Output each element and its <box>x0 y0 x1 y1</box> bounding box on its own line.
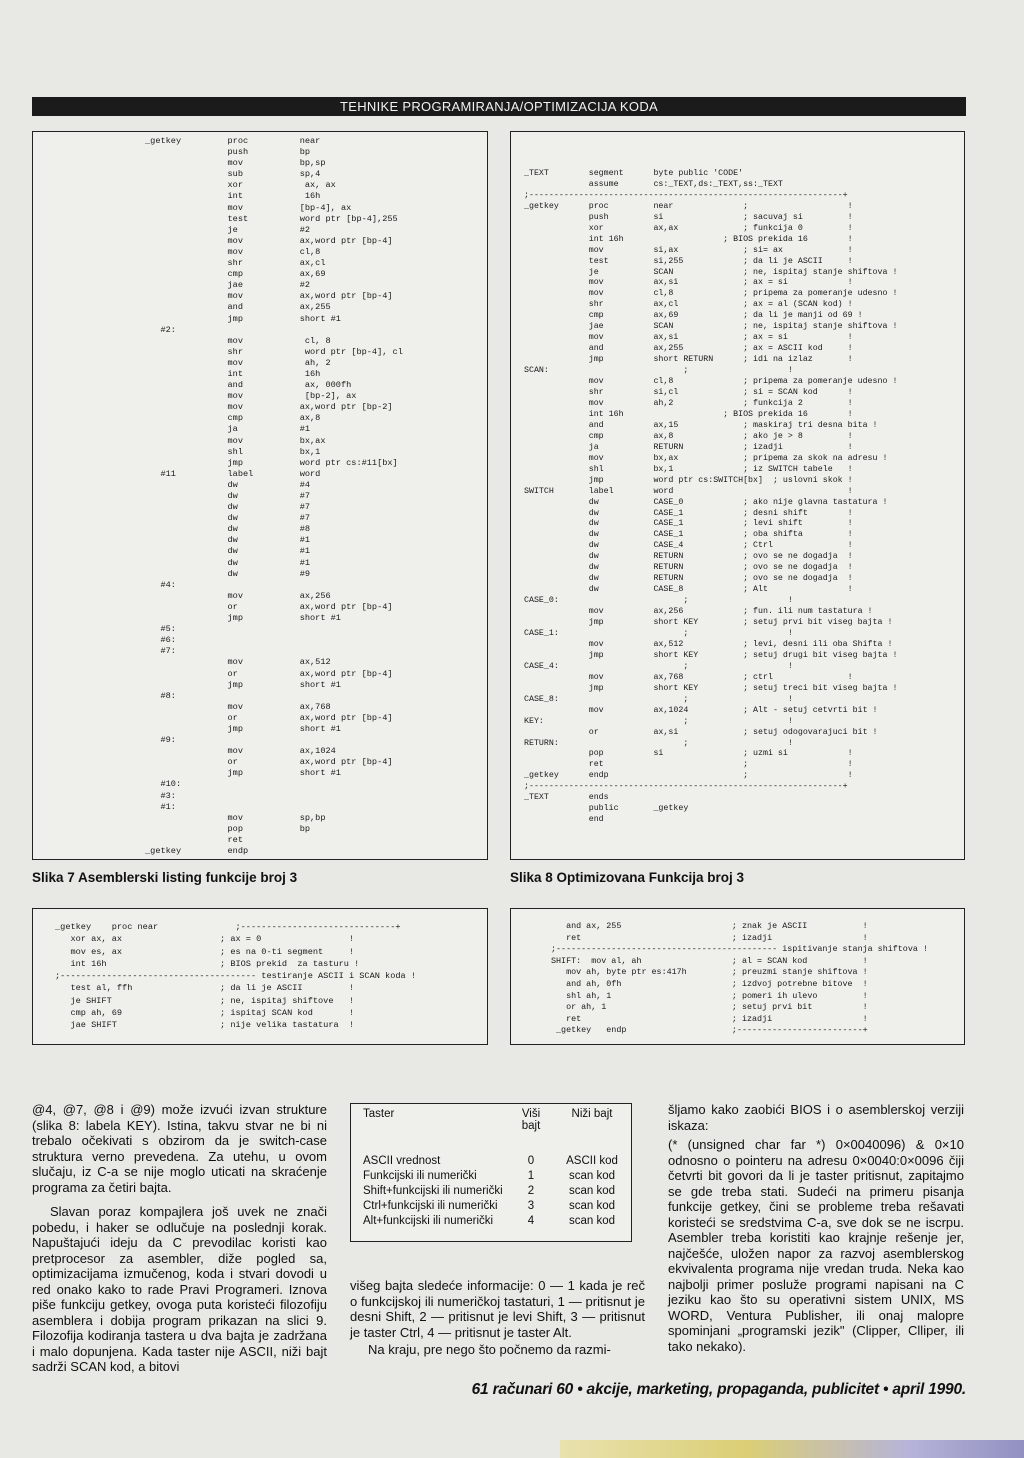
table-cell: scan kod <box>568 1170 616 1182</box>
article-paragraph: višeg bajta sledeće informacije: 0 — 1 kada je reč o funkcijskoj ili numeričkoj tastaturi, 1 — pritisnut je desni Shift, 2 — pritisnut je levi Shift, 3 — pritisnut je taster Ctrl, 4 — pritisnut je taster Alt. <box>350 1278 645 1340</box>
table-cell: ASCII kod <box>566 1155 618 1167</box>
table-cell: scan kod <box>568 1185 616 1197</box>
table-row <box>351 1150 632 1169</box>
table-row <box>351 1214 632 1242</box>
figure-8-code: _TEXT segment byte public 'CODE' assume cs:_TEXT,ds:_TEXT,ss:_TEXT ;---------------------------------------------------------------+ _getkey proc near ; ! push si ; sacuvaj si ! xor ax,ax ; funkcija 0 ! int 16h ; BIOS prekida 16 ! mov si,ax ; si= ax ! test si,255 ; da li je ASCII ! je SCAN ; ne, ispitaj stanje shiftova ! mov ax,si ; ax = si ! mov cl,8 ; pripema za pomeranje udesno ! shr ax,cl ; ax = al (SCAN kod) ! cmp ax,69 ; da li je manji od 69 ! jae SCAN ; ne, ispitaj stanje shiftova ! mov ax,si ; ax = si ! and ax,255 ; ax = ASCII kod ! jmp short RETURN ; idi na izlaz ! SCAN: ; ! mov cl,8 ; pripema za pomeranje udesno ! shr si,cl ; si = SCAN kod ! mov ah,2 ; funkcija 2 ! int 16h ; BIOS prekida 16 ! and ax,15 ; maskiraj tri desna bita ! cmp ax,8 ; ako je > 8 ! ja RETURN ; izadji ! mov bx,ax ; pripema za skok na adresu ! shl bx,1 ; iz SWITCH tabele ! jmp word ptr cs:SWITCH[bx] ; uslovni skok ! SWITCH label word ! dw CASE_0 ; ako nije glavna tastatura ! dw CASE_1 ; desni shift ! dw CASE_1 ; levi shift ! dw CASE_1 ; oba shifta ! dw CASE_4 ; Ctrl ! dw RETURN ; ovo se ne dogadja ! dw RETURN ; ovo se ne dogadja ! dw RETURN ; ovo se ne dogadja ! dw CASE_8 ; Alt ! CASE_0: ; ! mov ax,256 ; fun. ili num tastatura ! jmp short KEY ; setuj prvi bit viseg bajta ! CASE_1: ; ! mov ax,512 ; levi, desni ili oba Shifta ! jmp short KEY ; setuj drugi bit viseg bajta ! CASE_4: ; ! mov ax,768 ; ctrl ! jmp short KEY ; setuj treci bit viseg bajta ! CASE_8: ; ! mov ax,1024 ; Alt - setuj cetvrti bit ! KEY: ; ! or ax,si ; setuj odogovarajuci bit ! RETURN: ; ! pop si ; uzmi si ! ret ; ! _getkey endp ; ! ;---------------------------------------------------------------+ _TEXT ends public _getkey end <box>524 168 898 825</box>
article-paragraph: @4, @7, @8 i @9) može izvući izvan strukture (slika 8: labela KEY). Istina, takvu stvar ne bi ni trebalo očekivati s obzirom da je switch-case struktura verno prevedena. Za utehu, u ovom slučaju, iz C-a se nije moglo uticati na skraćenje programa za četiri bajta. <box>32 1102 327 1195</box>
figure-9-left-box <box>32 908 488 1045</box>
table-cell: Shift+funkcijski ili numerički <box>363 1185 503 1197</box>
table-row <box>351 1184 632 1199</box>
figure-9-left-code: _getkey proc near ;------------------------------+ xor ax, ax ; ax = 0 ! mov es, ax ; es na 0-ti segment ! int 16h ; BIOS prekid za tasturu ! ;-------------------------------------- testiranje ASCII i SCAN koda ! test al, ffh ; da li je ASCII ! je SHIFT ; ne, ispitaj shiftove ! cmp ah, 69 ; ispitaj SCAN kod ! jae SHIFT ; nije velika tastatura ! <box>55 922 416 1031</box>
key-encoding-table <box>350 1103 632 1242</box>
article-paragraph: Na kraju, pre nego što počnemo da razmi- <box>368 1342 611 1357</box>
article-paragraph: Slavan poraz kompajlera još uvek ne znači pobedu, i haker se odlučuje na poslednji korak. Napuštajući ideju da C prevodilac koristi kao pretprocesor za asembler, diže pogled sa, optimizacijama izmučenog, koda i stvari dovodi u red onako kako to rade Pravi Programeri. Iznova piše funkciju getkey, ovoga puta koristeći filozofiju asemblera i dobija program prikazan na slici 9. Filozofija kodiranja tastera u dva bajta je zadržana i malo dopunjena. Kada taster nije ASCII, niži bajt sadrži SCAN kod, a bitovi <box>32 1204 327 1374</box>
table-header-cell: Taster <box>363 1108 395 1120</box>
table-row <box>351 1169 632 1184</box>
article-paragraph: (* (unsigned char far *) 0×0040096) & 0×10 odnosno o pointeru na adresu 0×0040:0×0096 čiji četvrti bit govori da li je taster pritisnut, zapitajmo se gde treba stati. Sudeći na primeru pisanja funkcije getkey, čini se probleme treba rešavati koristeći se sredstvima C-a, sve dok se ne iscrpu. Asembler treba koristiti kao krajnje rešenje jer, najčešće, uložen napor za razvoj asemblerskog ekvivalenta programa nije vredan truda. Neka kao najbolji primer posluže programi napisani na C jeziku kao što su operativni sistem UNIX, MS WORD, Ventura Publisher, ili onaj malopre spominjani „programski jezik" (Clipper, Clliper, ili tako nekako). <box>668 1137 964 1354</box>
table-cell: scan kod <box>568 1215 616 1227</box>
figure-7-box <box>32 131 488 860</box>
table-header-cell: Viši bajt <box>521 1108 541 1132</box>
table-cell: 4 <box>527 1215 535 1227</box>
figure-9-right-box <box>510 908 965 1045</box>
figure-8-caption: Slika 8 Optimizovana Funkcija broj 3 <box>510 870 745 885</box>
table-cell: Ctrl+funkcijski ili numerički <box>363 1200 498 1212</box>
table-cell: Funkcijski ili numerički <box>363 1170 477 1182</box>
table-cell: scan kod <box>568 1200 616 1212</box>
article-column-1 <box>32 1102 327 1384</box>
table-cell: Alt+funkcijski ili numerički <box>363 1215 494 1227</box>
figure-9-right-code: and ax, 255 ; znak je ASCII ! ret ; izadji ! ;-------------------------------------------- ispitivanje stanja shiftova ! SHIFT: mov al, ah ; al = SCAN kod ! mov ah, byte ptr es:417h ; preuzmi stanje shiftova ! and ah, 0fh ; izdvoj potrebne bitove ! shl ah, 1 ; pomeri ih ulevo ! or ah, 1 ; setuj prvi bit ! ret ; izadji ! _getkey endp ;-------------------------+ <box>551 921 928 1036</box>
figure-8-box <box>510 131 965 860</box>
article-column-3 <box>668 1102 964 1363</box>
article-paragraph: šljamo kako zaobići BIOS i o asemblerskoj verziji iskaza: <box>668 1102 964 1133</box>
figure-7-code: _getkey proc near push bp mov bp,sp sub sp,4 xor ax, ax int 16h mov [bp-4], ax test word ptr [bp-4],255 je #2 mov ax,word ptr [bp-4] mov cl,8 shr ax,cl cmp ax,69 jae #2 mov ax,word ptr [bp-4] and ax,255 jmp short #1 #2: mov cl, 8 shr word ptr [bp-4], cl mov ah, 2 int 16h and ax, 000fh mov [bp-2], ax mov ax,word ptr [bp-2] cmp ax,8 ja #1 mov bx,ax shl bx,1 jmp word ptr cs:#11[bx] #11 label word dw #4 dw #7 dw #7 dw #7 dw #8 dw #1 dw #1 dw #1 dw #9 #4: mov ax,256 or ax,word ptr [bp-4] jmp short #1 #5: #6: #7: mov ax,512 or ax,word ptr [bp-4] jmp short #1 #8: mov ax,768 or ax,word ptr [bp-4] jmp short #1 #9: mov ax,1024 or ax,word ptr [bp-4] jmp short #1 #10: #3: #1: mov sp,bp pop bp ret _getkey endp <box>145 136 403 856</box>
table-cell: 0 <box>527 1155 535 1167</box>
figure-7-caption: Slika 7 Asemblerski listing funkcije broj 3 <box>32 870 298 885</box>
table-row <box>351 1199 632 1214</box>
table-header-cell: Niži bajt <box>571 1108 613 1120</box>
page-footer: 61 računari 60 • akcije, marketing, propaganda, publicitet • april 1990. <box>471 1381 966 1398</box>
table-cell: 2 <box>527 1185 535 1197</box>
table-cell: 1 <box>527 1170 535 1182</box>
table-header-row <box>351 1104 632 1151</box>
table-cell: 3 <box>527 1200 535 1212</box>
next-page-color-strip <box>560 1440 1024 1458</box>
section-header: TEHNIKE PROGRAMIRANJA/OPTIMIZACIJA KODA <box>32 97 966 116</box>
table-cell: ASCII vrednost <box>363 1155 441 1167</box>
article-column-2 <box>350 1278 645 1367</box>
